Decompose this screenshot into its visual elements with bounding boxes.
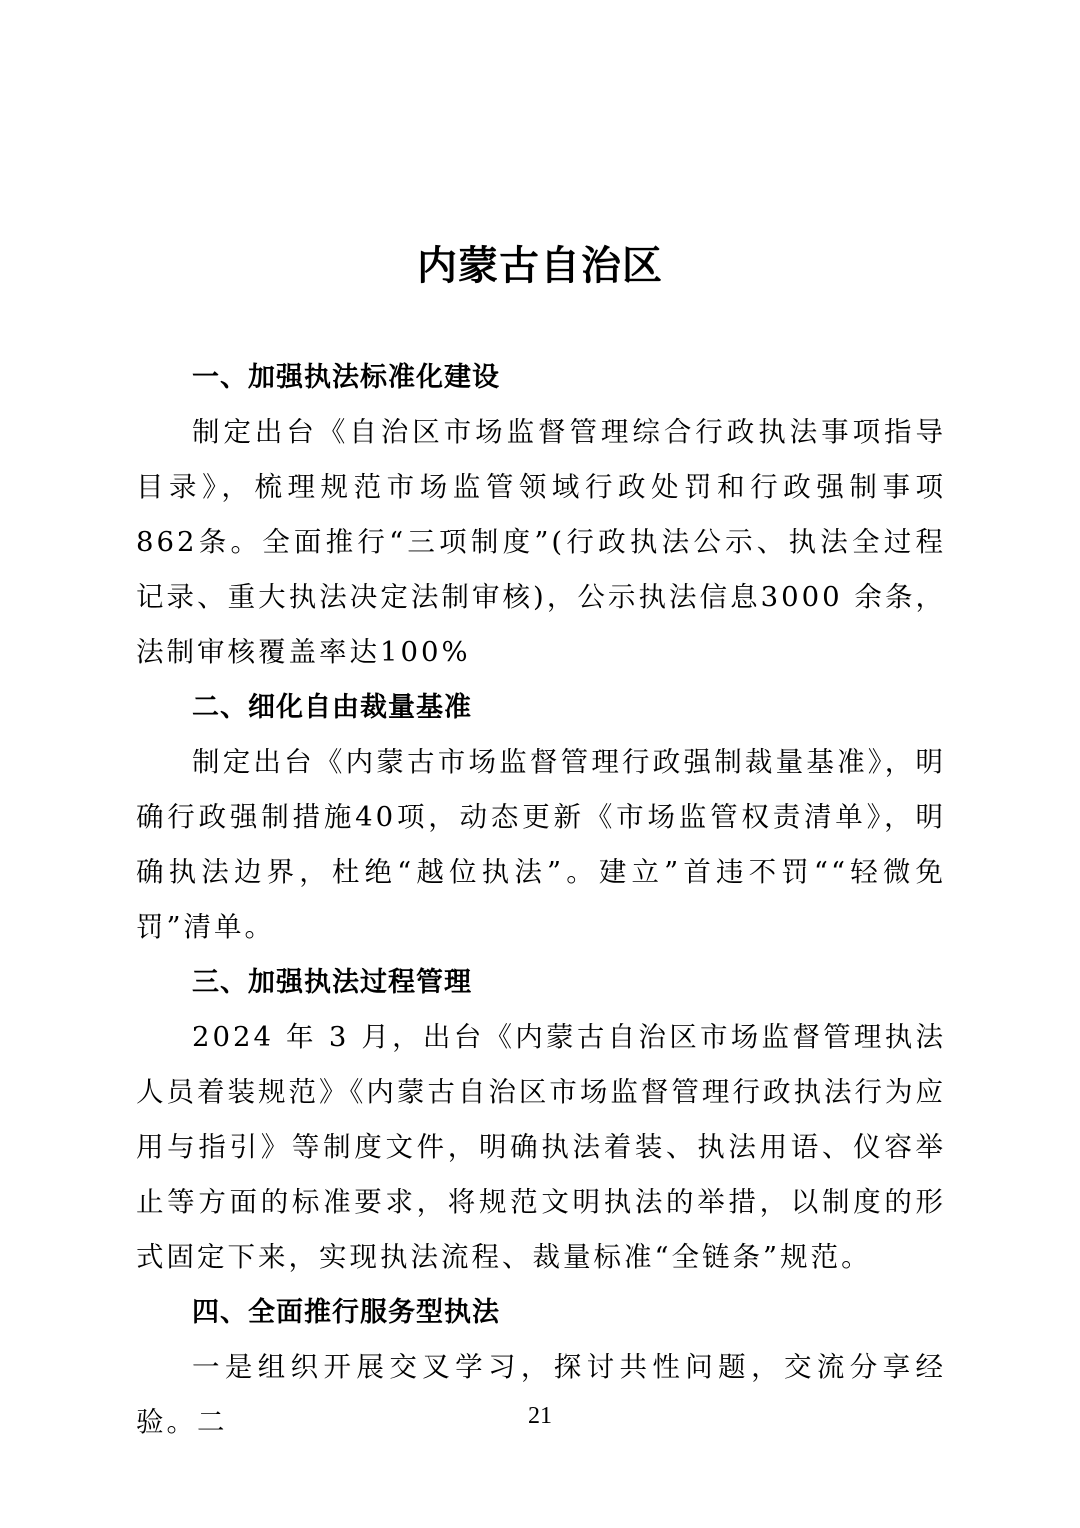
section-paragraph: 制定出台《内蒙古市场监督管理行政强制裁量基准》，明确行政强制措施40项，动态更新《市场监管权责清单》，明确执法边界，杜绝“越位执法”。建立”首违不罚““轻微免罚”清单。 <box>136 746 946 943</box>
page-title: 内蒙古自治区 <box>417 242 663 289</box>
section-paragraph: 一是组织开展交叉学习，探讨共性问题，交流分享经验。二 <box>136 1351 946 1438</box>
section-heading: 四、全面推行服务型执法 <box>192 1297 500 1328</box>
section-3 <box>136 955 946 1285</box>
section-2 <box>136 680 946 955</box>
section-heading: 二、细化自由裁量基准 <box>192 692 472 723</box>
section-1 <box>136 350 946 680</box>
document-body <box>136 350 946 1450</box>
section-heading: 三、加强执法过程管理 <box>192 967 472 998</box>
section-paragraph: 制定出台《自治区市场监督管理综合行政执法事项指导目录》，梳理规范市场监管领域行政处罚和行政强制事项862条。全面推行“三项制度”(行政执法公示、执法全过程记录、重大执法决定法制审核)，公示执法信息3000 余条，法制审核覆盖率达100% <box>136 416 946 668</box>
section-paragraph: 2024 年 3 月，出台《内蒙古自治区市场监督管理执法人员着装规范》《内蒙古自治区市场监督管理行政执法行为应用与指引》等制度文件，明确执法着装、执法用语、仪容举止等方面的标准要求，将规范文明执法的举措，以制度的形式固定下来，实现执法流程、裁量标准“全链条”规范。 <box>136 1021 946 1273</box>
page-number: 21 <box>528 1403 552 1429</box>
section-heading: 一、加强执法标准化建设 <box>192 362 500 393</box>
